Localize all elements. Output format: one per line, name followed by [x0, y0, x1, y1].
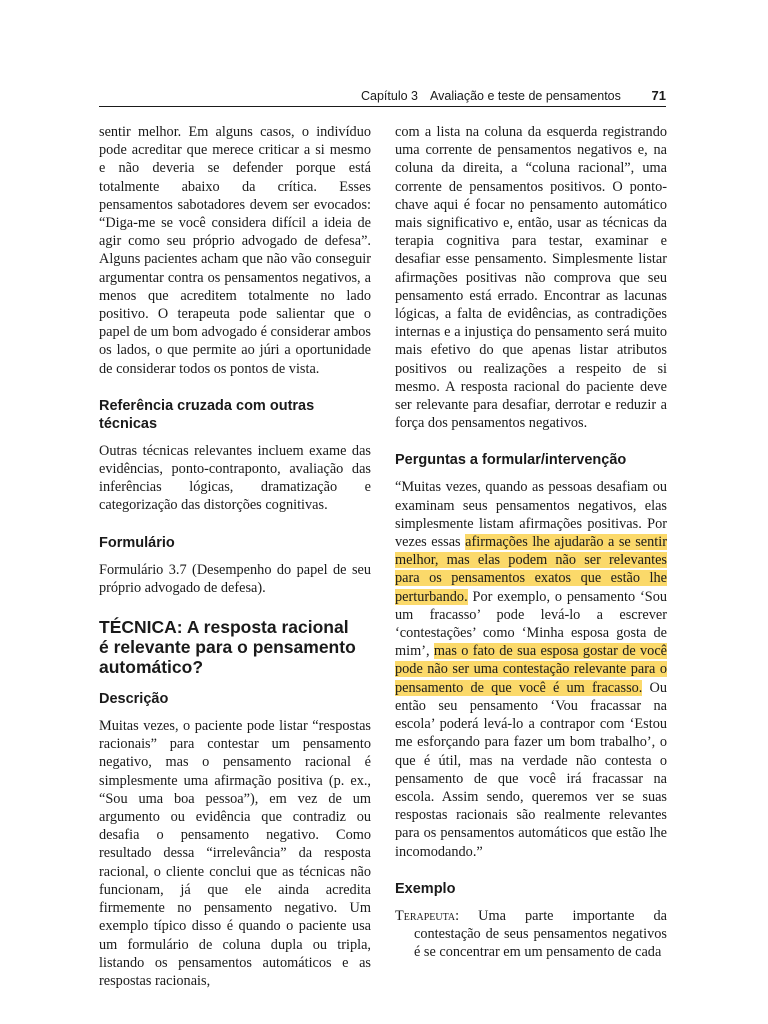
- questions-paragraph: [395, 478, 667, 860]
- example-text: : Uma parte importante da contestação de seus pensamentos negativos é se concentrar em um pensamento de cada: [414, 907, 667, 961]
- speaker-label: Terapeuta: [395, 907, 456, 924]
- technique-title-line-2: é relevante para o pensamento: [99, 637, 356, 658]
- form-paragraph: Formulário 3.7 (Desempenho do papel de seu próprio advogado de defesa).: [99, 561, 371, 596]
- technique-title-line-1: TÉCNICA: A resposta racional: [99, 617, 349, 638]
- section-title: Avaliação e teste de pensamentos: [430, 89, 621, 103]
- form-heading: Formulário: [99, 534, 175, 551]
- chapter-label: Capítulo 3: [361, 89, 418, 103]
- questions-text-2: Por exemplo, o pensamento ‘Sou um fracasso’ pode levá-lo a escrever ‘contestações’ como ‘Minha esposa gosta de mim’,: [395, 588, 667, 660]
- running-header: [99, 89, 666, 105]
- questions-text-3: Ou então seu pensamento ‘Vou fracassar na escola’ poderá levá-lo a contrapor com ‘Estou me esforçando para fazer um bom trabalho’, o que é útil, mas na verdade não contesta o pensamento de que você irá fracassar na escola. Assim sendo, queremos ver se suas respostas racionais são realmente relevantes para os pensamentos automáticos que estão lhe incomodando.”: [395, 679, 667, 860]
- header-rule: [99, 106, 666, 107]
- left-column: [99, 123, 371, 990]
- technique-title-line-3: automático?: [99, 657, 204, 678]
- page-number: 71: [651, 88, 666, 103]
- example-dialogue: [395, 907, 667, 962]
- example-heading: Exemplo: [395, 880, 456, 897]
- continuation-paragraph: com a lista na coluna da esquerda registrando uma corrente de pensamentos negativos e, na coluna da direita, a “coluna racional”, uma corrente de pensamentos positivos. O ponto-chave aqui é focar no pensamento automático mais significativo e, então, usar as técnicas da terapia cognitiva para testar, examinar e desafiar esse pensamento. Simplesmente listar afirmações positivas não comprova que seu pensamento está errado. Encontrar as lacunas lógicas, a falta de evidências, as contradições internas e a injustiça do pensamento será muito mais efetivo do que apenas listar atributos positivos ou realizações a respeito de si mesmo. A resposta racional do paciente deve ser relevante para desafiar, derrotar e reduzir a força dos pensamentos negativos.: [395, 124, 667, 432]
- highlight-2: mas o fato de sua esposa gostar de você pode não ser uma contestação relevante para o pensamento de que você é um fracasso.: [395, 643, 668, 696]
- right-column: [395, 123, 667, 961]
- description-paragraph: Muitas vezes, o paciente pode listar “respostas racionais” para contestar um pensamento negativo, mas o pensamento racional é simplesmente uma afirmação positiva (p. ex., “Sou uma boa pessoa”), em vez de um argumento ou evidência que contradiz ou desafia o pensamento negativo. Como resultado dessa “irrelevância” da resposta racional, o cliente conclui que as técnicas não funcionam, já que ele ainda acredita firmemente no pensamento negativo. Um exemplo típico disso é quando o paciente usa um formulário de coluna dupla ou tripla, listando os pensamentos automáticos e as respostas racionais,: [99, 718, 371, 989]
- crossref-paragraph: Outras técnicas relevantes incluem exame das evidências, ponto-contraponto, avaliação das inferências lógicas, dramatização e categorização das distorções cognitivas.: [99, 442, 371, 514]
- questions-heading: Perguntas a formular/intervenção: [395, 452, 627, 469]
- questions-text-1: “Muitas vezes, quando as pessoas desafiam ou examinam seus pensamentos negativos, elas simplesmente listam afirmações positivas. Por vezes essas: [395, 479, 667, 551]
- description-heading: Descrição: [99, 691, 169, 708]
- technique-title: [99, 617, 371, 677]
- intro-paragraph: sentir melhor. Em alguns casos, o indivíduo pode acreditar que merece criticar a si mesmo e não deveria se defender porque está totalmente abaixo da crítica. Esses pensamentos sabotadores devem ser evocados: “Diga-me se você considera difícil a ideia de agir como seu próprio advogado de defesa”. Alguns pacientes acham que não vão conseguir argumentar contra os pensamentos negativos, a menos que acreditem totalmente no lado positivo. O terapeuta pode salientar que o papel de um bom advogado é considerar ambos os lados, o que permite ao júri a oportunidade de considerar todos os pontos de vista.: [99, 124, 371, 377]
- crossref-heading: Referência cruzada com outras técnicas: [99, 397, 315, 432]
- highlight-1: afirmações lhe ajudarão a se sentir melhor, mas elas podem não ser relevantes para os pensamentos exatos que estão lhe perturbando.: [395, 534, 668, 605]
